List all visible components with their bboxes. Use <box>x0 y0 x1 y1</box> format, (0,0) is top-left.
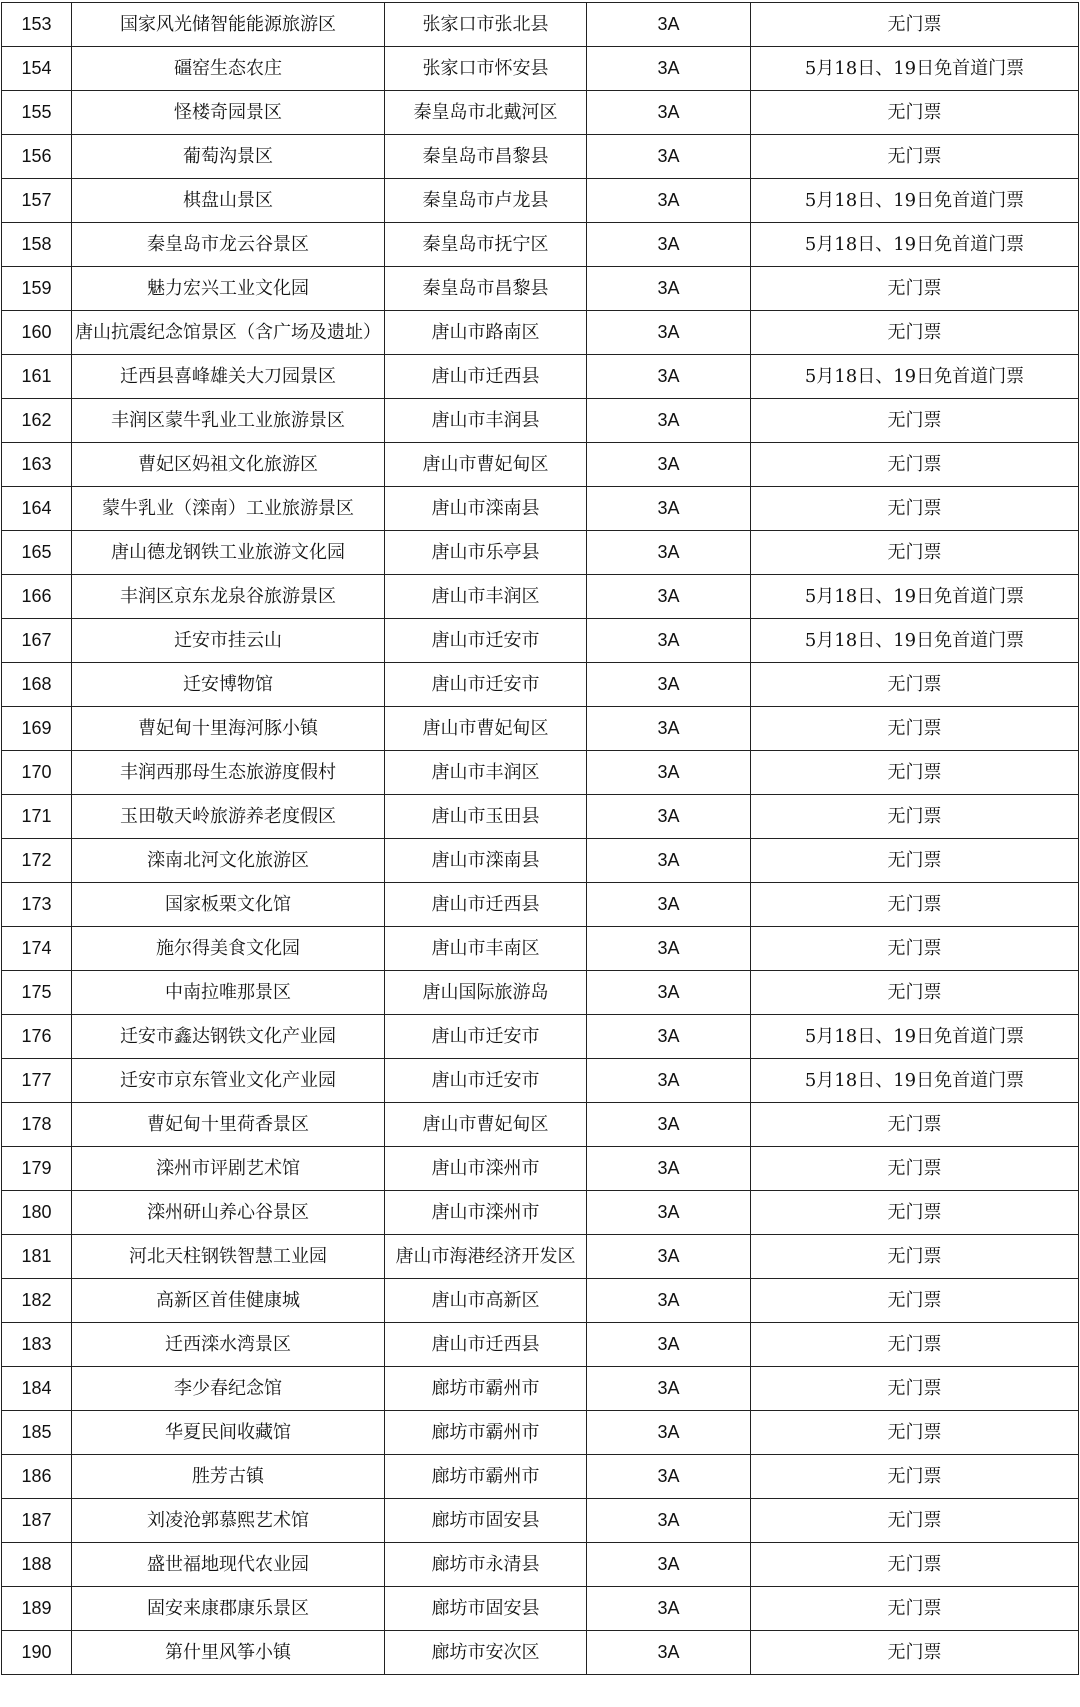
ticket-policy-cell: 无门票 <box>751 1587 1079 1631</box>
location-cell: 廊坊市永清县 <box>385 1543 587 1587</box>
table-row <box>2 1015 1079 1059</box>
scenic-spot-name-cell: 滦州市评剧艺术馆 <box>72 1147 385 1191</box>
table-row <box>2 1411 1079 1455</box>
scenic-spot-name-cell: 滦南北河文化旅游区 <box>72 839 385 883</box>
scenic-spot-name-cell: 中南拉唯那景区 <box>72 971 385 1015</box>
scenic-spot-name-cell: 高新区首佳健康城 <box>72 1279 385 1323</box>
row-number-cell: 173 <box>2 883 72 927</box>
table-row <box>2 1323 1079 1367</box>
location-cell: 唐山市丰润县 <box>385 399 587 443</box>
ticket-policy-cell: 无门票 <box>751 267 1079 311</box>
row-number-cell: 167 <box>2 619 72 663</box>
table-row <box>2 399 1079 443</box>
scenic-spot-name-cell: 棋盘山景区 <box>72 179 385 223</box>
scenic-spot-name-cell: 蒙牛乳业（滦南）工业旅游景区 <box>72 487 385 531</box>
table-row <box>2 707 1079 751</box>
scenic-spot-name-cell: 曹妃区妈祖文化旅游区 <box>72 443 385 487</box>
row-number-cell: 177 <box>2 1059 72 1103</box>
table-row <box>2 1543 1079 1587</box>
rating-level-cell: 3A <box>587 575 751 619</box>
scenic-spot-name-cell: 唐山德龙钢铁工业旅游文化园 <box>72 531 385 575</box>
ticket-policy-cell: 无门票 <box>751 443 1079 487</box>
scenic-spot-name-cell: 丰润区蒙牛乳业工业旅游景区 <box>72 399 385 443</box>
scenic-spot-name-cell: 河北天柱钢铁智慧工业园 <box>72 1235 385 1279</box>
row-number-cell: 158 <box>2 223 72 267</box>
ticket-policy-cell: 5月18日、19日免首道门票 <box>751 1015 1079 1059</box>
row-number-cell: 179 <box>2 1147 72 1191</box>
location-cell: 唐山市迁安市 <box>385 663 587 707</box>
table-row <box>2 795 1079 839</box>
row-number-cell: 189 <box>2 1587 72 1631</box>
rating-level-cell: 3A <box>587 839 751 883</box>
row-number-cell: 174 <box>2 927 72 971</box>
ticket-policy-cell: 无门票 <box>751 795 1079 839</box>
row-number-cell: 166 <box>2 575 72 619</box>
table-row <box>2 487 1079 531</box>
location-cell: 廊坊市固安县 <box>385 1499 587 1543</box>
row-number-cell: 172 <box>2 839 72 883</box>
ticket-policy-cell: 5月18日、19日免首道门票 <box>751 1059 1079 1103</box>
rating-level-cell: 3A <box>587 883 751 927</box>
ticket-policy-cell: 无门票 <box>751 663 1079 707</box>
location-cell: 廊坊市固安县 <box>385 1587 587 1631</box>
rating-level-cell: 3A <box>587 91 751 135</box>
row-number-cell: 157 <box>2 179 72 223</box>
location-cell: 唐山市迁安市 <box>385 1059 587 1103</box>
table-row <box>2 1235 1079 1279</box>
table-row <box>2 1059 1079 1103</box>
rating-level-cell: 3A <box>587 1587 751 1631</box>
rating-level-cell: 3A <box>587 47 751 91</box>
ticket-policy-cell: 无门票 <box>751 839 1079 883</box>
table-row <box>2 927 1079 971</box>
table-row <box>2 1279 1079 1323</box>
ticket-policy-cell: 无门票 <box>751 1411 1079 1455</box>
location-cell: 唐山市丰南区 <box>385 927 587 971</box>
location-cell: 唐山市路南区 <box>385 311 587 355</box>
table-row <box>2 1499 1079 1543</box>
rating-level-cell: 3A <box>587 663 751 707</box>
table-row <box>2 443 1079 487</box>
scenic-spot-name-cell: 施尔得美食文化园 <box>72 927 385 971</box>
ticket-policy-cell: 无门票 <box>751 707 1079 751</box>
row-number-cell: 165 <box>2 531 72 575</box>
ticket-policy-cell: 5月18日、19日免首道门票 <box>751 179 1079 223</box>
row-number-cell: 171 <box>2 795 72 839</box>
rating-level-cell: 3A <box>587 3 751 47</box>
row-number-cell: 170 <box>2 751 72 795</box>
rating-level-cell: 3A <box>587 1147 751 1191</box>
ticket-policy-cell: 无门票 <box>751 971 1079 1015</box>
scenic-spot-name-cell: 刘凌沧郭慕熙艺术馆 <box>72 1499 385 1543</box>
row-number-cell: 162 <box>2 399 72 443</box>
table-row <box>2 311 1079 355</box>
scenic-spot-name-cell: 迁安博物馆 <box>72 663 385 707</box>
location-cell: 廊坊市霸州市 <box>385 1367 587 1411</box>
scenic-spot-name-cell: 国家风光储智能能源旅游区 <box>72 3 385 47</box>
location-cell: 秦皇岛市抚宁区 <box>385 223 587 267</box>
table-row <box>2 839 1079 883</box>
row-number-cell: 176 <box>2 1015 72 1059</box>
row-number-cell: 159 <box>2 267 72 311</box>
ticket-policy-cell: 无门票 <box>751 135 1079 179</box>
scenic-spot-name-cell: 盛世福地现代农业园 <box>72 1543 385 1587</box>
table-row <box>2 751 1079 795</box>
table-row <box>2 971 1079 1015</box>
rating-level-cell: 3A <box>587 399 751 443</box>
ticket-policy-cell: 无门票 <box>751 1631 1079 1675</box>
location-cell: 秦皇岛市昌黎县 <box>385 135 587 179</box>
table-body <box>2 3 1079 1675</box>
location-cell: 唐山市滦州市 <box>385 1191 587 1235</box>
location-cell: 唐山国际旅游岛 <box>385 971 587 1015</box>
ticket-policy-cell: 无门票 <box>751 487 1079 531</box>
table-row <box>2 531 1079 575</box>
table-row <box>2 267 1079 311</box>
table-row <box>2 355 1079 399</box>
scenic-spot-name-cell: 固安来康郡康乐景区 <box>72 1587 385 1631</box>
location-cell: 唐山市乐亭县 <box>385 531 587 575</box>
rating-level-cell: 3A <box>587 1323 751 1367</box>
scenic-spot-name-cell: 唐山抗震纪念馆景区（含广场及遗址） <box>72 311 385 355</box>
ticket-policy-cell: 无门票 <box>751 1235 1079 1279</box>
location-cell: 唐山市曹妃甸区 <box>385 443 587 487</box>
ticket-policy-cell: 5月18日、19日免首道门票 <box>751 223 1079 267</box>
rating-level-cell: 3A <box>587 927 751 971</box>
scenic-spot-name-cell: 国家板栗文化馆 <box>72 883 385 927</box>
table-row <box>2 619 1079 663</box>
table-row <box>2 1455 1079 1499</box>
table-row <box>2 47 1079 91</box>
table-row <box>2 91 1079 135</box>
scenic-spot-name-cell: 怪楼奇园景区 <box>72 91 385 135</box>
location-cell: 廊坊市安次区 <box>385 1631 587 1675</box>
ticket-policy-cell: 5月18日、19日免首道门票 <box>751 47 1079 91</box>
rating-level-cell: 3A <box>587 1103 751 1147</box>
location-cell: 唐山市滦南县 <box>385 487 587 531</box>
row-number-cell: 156 <box>2 135 72 179</box>
rating-level-cell: 3A <box>587 531 751 575</box>
rating-level-cell: 3A <box>587 179 751 223</box>
scenic-spot-name-cell: 葡萄沟景区 <box>72 135 385 179</box>
rating-level-cell: 3A <box>587 1191 751 1235</box>
ticket-policy-cell: 无门票 <box>751 883 1079 927</box>
location-cell: 唐山市海港经济开发区 <box>385 1235 587 1279</box>
ticket-policy-cell: 无门票 <box>751 3 1079 47</box>
table-row <box>2 883 1079 927</box>
rating-level-cell: 3A <box>587 751 751 795</box>
rating-level-cell: 3A <box>587 267 751 311</box>
ticket-policy-cell: 无门票 <box>751 751 1079 795</box>
location-cell: 唐山市迁西县 <box>385 883 587 927</box>
scenic-spot-name-cell: 李少春纪念馆 <box>72 1367 385 1411</box>
table-row <box>2 3 1079 47</box>
scenic-spot-name-cell: 魅力宏兴工业文化园 <box>72 267 385 311</box>
row-number-cell: 190 <box>2 1631 72 1675</box>
rating-level-cell: 3A <box>587 1367 751 1411</box>
scenic-spot-name-cell: 丰润区京东龙泉谷旅游景区 <box>72 575 385 619</box>
row-number-cell: 155 <box>2 91 72 135</box>
row-number-cell: 186 <box>2 1455 72 1499</box>
rating-level-cell: 3A <box>587 1015 751 1059</box>
table-row <box>2 575 1079 619</box>
ticket-policy-cell: 无门票 <box>751 1103 1079 1147</box>
location-cell: 唐山市迁西县 <box>385 1323 587 1367</box>
row-number-cell: 168 <box>2 663 72 707</box>
location-cell: 廊坊市霸州市 <box>385 1455 587 1499</box>
row-number-cell: 187 <box>2 1499 72 1543</box>
scenic-spot-name-cell: 迁安市挂云山 <box>72 619 385 663</box>
location-cell: 唐山市丰润区 <box>385 751 587 795</box>
rating-level-cell: 3A <box>587 443 751 487</box>
location-cell: 秦皇岛市昌黎县 <box>385 267 587 311</box>
rating-level-cell: 3A <box>587 1455 751 1499</box>
rating-level-cell: 3A <box>587 1631 751 1675</box>
scenic-spot-name-cell: 华夏民间收藏馆 <box>72 1411 385 1455</box>
rating-level-cell: 3A <box>587 795 751 839</box>
location-cell: 唐山市滦南县 <box>385 839 587 883</box>
table-row <box>2 1367 1079 1411</box>
rating-level-cell: 3A <box>587 1279 751 1323</box>
row-number-cell: 181 <box>2 1235 72 1279</box>
location-cell: 唐山市迁安市 <box>385 1015 587 1059</box>
ticket-policy-cell: 无门票 <box>751 311 1079 355</box>
rating-level-cell: 3A <box>587 223 751 267</box>
row-number-cell: 185 <box>2 1411 72 1455</box>
scenic-spot-name-cell: 玉田敬天岭旅游养老度假区 <box>72 795 385 839</box>
scenic-spot-table <box>1 2 1079 1675</box>
ticket-policy-cell: 无门票 <box>751 531 1079 575</box>
location-cell: 唐山市曹妃甸区 <box>385 1103 587 1147</box>
table-row <box>2 135 1079 179</box>
scenic-spot-name-cell: 迁安市鑫达钢铁文化产业园 <box>72 1015 385 1059</box>
scenic-spot-name-cell: 丰润西那母生态旅游度假村 <box>72 751 385 795</box>
ticket-policy-cell: 无门票 <box>751 1191 1079 1235</box>
row-number-cell: 160 <box>2 311 72 355</box>
ticket-policy-cell: 无门票 <box>751 1147 1079 1191</box>
scenic-spot-name-cell: 迁西滦水湾景区 <box>72 1323 385 1367</box>
location-cell: 廊坊市霸州市 <box>385 1411 587 1455</box>
rating-level-cell: 3A <box>587 1059 751 1103</box>
table-row <box>2 179 1079 223</box>
row-number-cell: 169 <box>2 707 72 751</box>
rating-level-cell: 3A <box>587 487 751 531</box>
row-number-cell: 180 <box>2 1191 72 1235</box>
rating-level-cell: 3A <box>587 135 751 179</box>
ticket-policy-cell: 5月18日、19日免首道门票 <box>751 575 1079 619</box>
location-cell: 秦皇岛市北戴河区 <box>385 91 587 135</box>
row-number-cell: 154 <box>2 47 72 91</box>
rating-level-cell: 3A <box>587 619 751 663</box>
rating-level-cell: 3A <box>587 355 751 399</box>
scenic-spot-name-cell: 迁西县喜峰雄关大刀园景区 <box>72 355 385 399</box>
table-row <box>2 223 1079 267</box>
ticket-policy-cell: 无门票 <box>751 1455 1079 1499</box>
table-row <box>2 1147 1079 1191</box>
table-row <box>2 1191 1079 1235</box>
location-cell: 唐山市曹妃甸区 <box>385 707 587 751</box>
table-row <box>2 663 1079 707</box>
scenic-spot-name-cell: 胜芳古镇 <box>72 1455 385 1499</box>
location-cell: 张家口市张北县 <box>385 3 587 47</box>
location-cell: 张家口市怀安县 <box>385 47 587 91</box>
ticket-policy-cell: 无门票 <box>751 1279 1079 1323</box>
scenic-spot-name-cell: 礓窑生态农庄 <box>72 47 385 91</box>
row-number-cell: 153 <box>2 3 72 47</box>
table-row <box>2 1631 1079 1675</box>
location-cell: 唐山市迁西县 <box>385 355 587 399</box>
rating-level-cell: 3A <box>587 1499 751 1543</box>
location-cell: 唐山市迁安市 <box>385 619 587 663</box>
scenic-spot-name-cell: 第什里风筝小镇 <box>72 1631 385 1675</box>
row-number-cell: 175 <box>2 971 72 1015</box>
ticket-policy-cell: 无门票 <box>751 1499 1079 1543</box>
table-row <box>2 1587 1079 1631</box>
row-number-cell: 188 <box>2 1543 72 1587</box>
ticket-policy-cell: 5月18日、19日免首道门票 <box>751 619 1079 663</box>
row-number-cell: 183 <box>2 1323 72 1367</box>
row-number-cell: 161 <box>2 355 72 399</box>
scenic-spot-name-cell: 滦州研山养心谷景区 <box>72 1191 385 1235</box>
ticket-policy-cell: 无门票 <box>751 399 1079 443</box>
table-row <box>2 1103 1079 1147</box>
rating-level-cell: 3A <box>587 707 751 751</box>
rating-level-cell: 3A <box>587 1411 751 1455</box>
row-number-cell: 184 <box>2 1367 72 1411</box>
ticket-policy-cell: 5月18日、19日免首道门票 <box>751 355 1079 399</box>
ticket-policy-cell: 无门票 <box>751 1323 1079 1367</box>
ticket-policy-cell: 无门票 <box>751 91 1079 135</box>
location-cell: 唐山市滦州市 <box>385 1147 587 1191</box>
row-number-cell: 182 <box>2 1279 72 1323</box>
scenic-spot-name-cell: 曹妃甸十里海河豚小镇 <box>72 707 385 751</box>
ticket-policy-cell: 无门票 <box>751 1543 1079 1587</box>
ticket-policy-cell: 无门票 <box>751 927 1079 971</box>
rating-level-cell: 3A <box>587 971 751 1015</box>
row-number-cell: 164 <box>2 487 72 531</box>
scenic-spot-name-cell: 秦皇岛市龙云谷景区 <box>72 223 385 267</box>
scenic-spot-name-cell: 曹妃甸十里荷香景区 <box>72 1103 385 1147</box>
location-cell: 唐山市玉田县 <box>385 795 587 839</box>
location-cell: 唐山市高新区 <box>385 1279 587 1323</box>
row-number-cell: 163 <box>2 443 72 487</box>
row-number-cell: 178 <box>2 1103 72 1147</box>
rating-level-cell: 3A <box>587 1543 751 1587</box>
location-cell: 唐山市丰润区 <box>385 575 587 619</box>
rating-level-cell: 3A <box>587 1235 751 1279</box>
ticket-policy-cell: 无门票 <box>751 1367 1079 1411</box>
rating-level-cell: 3A <box>587 311 751 355</box>
scenic-spot-name-cell: 迁安市京东管业文化产业园 <box>72 1059 385 1103</box>
location-cell: 秦皇岛市卢龙县 <box>385 179 587 223</box>
